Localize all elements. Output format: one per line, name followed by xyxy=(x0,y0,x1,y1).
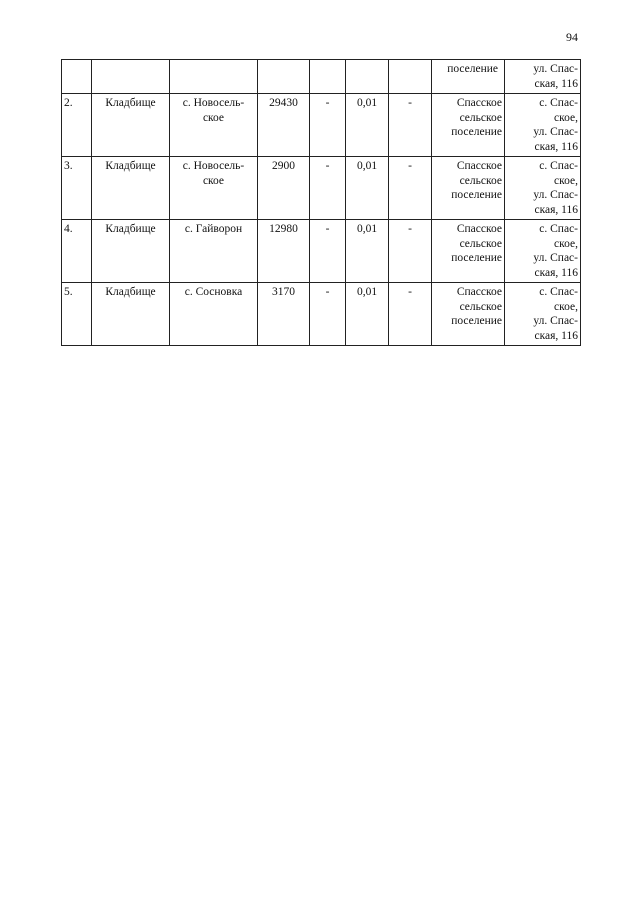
cell-area xyxy=(258,60,310,94)
cell-col7: - xyxy=(389,94,432,157)
cell-locality xyxy=(170,157,258,220)
cell-address-line: ское, xyxy=(554,111,578,124)
cell-object: Кладбище xyxy=(92,94,170,157)
cemetery-table xyxy=(61,59,581,346)
cell-address-line: ское, xyxy=(554,174,578,187)
cell-area: 12980 xyxy=(258,220,310,283)
cell-address-line: ская, 116 xyxy=(534,77,578,90)
cell-settlement-line: поселение xyxy=(451,126,502,138)
cell-address-line: с. Спас- xyxy=(539,160,578,172)
cell-settlement-line: Спасское xyxy=(456,286,502,298)
table-row xyxy=(62,94,581,157)
page-number: 94 xyxy=(566,30,578,44)
cell-address-line: ул. Спас- xyxy=(533,315,578,327)
cell-col5: - xyxy=(310,220,346,283)
cell-address xyxy=(505,157,581,220)
cell-number: 5. xyxy=(62,283,92,346)
cell-address-line: с. Спас- xyxy=(539,97,578,109)
cell-col5: - xyxy=(310,283,346,346)
cell-col6: 0,01 xyxy=(346,220,389,283)
cell-settlement-line: сельское xyxy=(459,237,502,250)
table-row xyxy=(62,283,581,346)
cell-col6: 0,01 xyxy=(346,283,389,346)
cell-settlement-line: Спасское xyxy=(456,97,502,109)
cell-address-line: с. Спас- xyxy=(539,223,578,235)
cell-address xyxy=(505,94,581,157)
cell-address xyxy=(505,283,581,346)
cell-locality xyxy=(170,60,258,94)
cell-address-line: ул. Спас- xyxy=(533,252,578,264)
cell-object xyxy=(92,60,170,94)
cell-settlement xyxy=(432,94,505,157)
cell-settlement-line: Спасское xyxy=(456,223,502,235)
cell-area: 29430 xyxy=(258,94,310,157)
table-row xyxy=(62,60,581,94)
cell-settlement-line: Спасское xyxy=(456,160,502,172)
cell-col7: - xyxy=(389,157,432,220)
cell-col5: - xyxy=(310,94,346,157)
cell-settlement xyxy=(432,60,505,94)
cell-address-line: ул. Спас- xyxy=(533,126,578,138)
cell-locality-line: с. Гайворон xyxy=(184,223,243,235)
table-row xyxy=(62,220,581,283)
cell-address-line: ская, 116 xyxy=(534,329,578,342)
cell-locality xyxy=(170,94,258,157)
table-row xyxy=(62,157,581,220)
cell-settlement-line: сельское xyxy=(459,300,502,313)
cell-locality-line: с. Новосель- xyxy=(182,97,245,109)
cell-address xyxy=(505,220,581,283)
cell-settlement-line: поселение xyxy=(451,189,502,201)
cell-area: 3170 xyxy=(258,283,310,346)
cell-address-line: ская, 116 xyxy=(534,203,578,216)
cell-settlement-line: поселение xyxy=(451,252,502,264)
cell-address-line: с. Спас- xyxy=(539,286,578,298)
cell-locality xyxy=(170,220,258,283)
cell-number xyxy=(62,60,92,94)
cell-settlement xyxy=(432,220,505,283)
cell-address-line: ское, xyxy=(554,300,578,313)
cell-settlement-line: сельское xyxy=(459,111,502,124)
cell-col7: - xyxy=(389,283,432,346)
cell-address-line: ул. Спас- xyxy=(533,189,578,201)
cell-settlement xyxy=(432,157,505,220)
cell-col6: 0,01 xyxy=(346,94,389,157)
cell-object: Кладбище xyxy=(92,283,170,346)
cell-col6: 0,01 xyxy=(346,157,389,220)
cell-address-line: ул. Спас- xyxy=(533,63,578,75)
cell-area: 2900 xyxy=(258,157,310,220)
cell-address-line: ское, xyxy=(554,237,578,250)
cell-address-line: ская, 116 xyxy=(534,140,578,153)
cell-settlement-line: поселение xyxy=(451,315,502,327)
cell-col6 xyxy=(346,60,389,94)
cell-locality-line: ское xyxy=(202,111,225,124)
cell-object: Кладбище xyxy=(92,220,170,283)
cell-settlement-line: сельское xyxy=(459,174,502,187)
cell-address xyxy=(505,60,581,94)
cell-locality-line: с. Сосновка xyxy=(184,286,243,298)
cell-col5 xyxy=(310,60,346,94)
cell-address-line: ская, 116 xyxy=(534,266,578,279)
cell-locality-line: с. Новосель- xyxy=(182,160,245,172)
cell-locality xyxy=(170,283,258,346)
cell-settlement xyxy=(432,283,505,346)
cell-object: Кладбище xyxy=(92,157,170,220)
cell-col5: - xyxy=(310,157,346,220)
cell-col7: - xyxy=(389,220,432,283)
cell-number: 4. xyxy=(62,220,92,283)
table-body xyxy=(62,60,581,346)
cell-settlement-line: поселение xyxy=(447,63,498,75)
cell-number: 2. xyxy=(62,94,92,157)
cell-locality-line: ское xyxy=(202,174,225,187)
cell-col7 xyxy=(389,60,432,94)
cell-number: 3. xyxy=(62,157,92,220)
